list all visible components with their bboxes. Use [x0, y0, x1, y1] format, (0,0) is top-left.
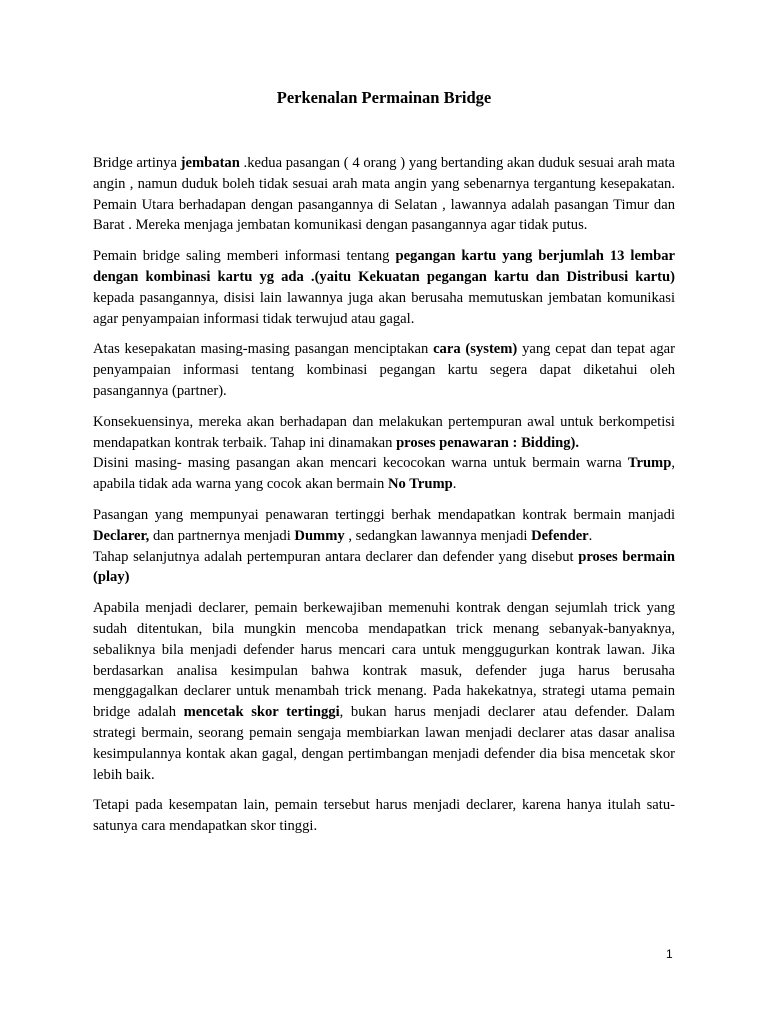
paragraph-text: Pasangan yang mempunyai penawaran tertinggi berhak mendapatkan kontrak bermain manjadi: [93, 506, 675, 523]
paragraph-text: kepada pasangannya, disisi lain lawannya juga akan berusaha memutuskan jembatan komunikasi agar penyampaian informasi tidak terwujud atau gagal.: [93, 289, 675, 327]
paragraph-text: .kedua pasangan ( 4 orang ) yang bertanding akan duduk sesuai arah mata angin , namun duduk boleh tidak sesuai arah mata angin yang sebenarnya tergantung kesepakatan. Pemain Utara berhadapan dengan pasangannya di Selatan , lawannya adalah pasangan Timur dan Barat . Mereka menjaga jembatan komunikasi dengan pasangannya agar tidak putus.: [93, 155, 675, 234]
paragraph-text: Disini masing- masing pasangan akan mencari kecocokan warna untuk bermain warna: [93, 455, 628, 472]
paragraph-text: , bukan harus menjadi declarer atau defender. Dalam strategi bermain, seorang pemain sengaja membiarkan lawan menjadi declarer atas dasar analisa kesimpulannya kontak akan gagal, dengan pertimbangan menjadi defender dia bisa mencetak skor lebih baik.: [93, 704, 675, 783]
document-body: [93, 153, 675, 847]
paragraph: [93, 339, 675, 401]
paragraph: [93, 412, 675, 495]
paragraph-text: , apabila tidak ada warna yang cocok akan bermain: [93, 455, 675, 493]
paragraph-text: Tetapi pada kesempatan lain, pemain tersebut harus menjadi declarer, karena hanya itulah satu- satunya cara mendapatkan skor tinggi.: [93, 797, 675, 835]
paragraph-text: Konsekuensinya, mereka akan berhadapan dan melakukan pertempuran awal untuk berkompetisi mendapatkan kontrak terbaik. Tahap ini dinamakan: [93, 413, 675, 451]
paragraph-text: Tahap selanjutnya adalah pertempuran antara declarer dan defender yang disebut: [93, 548, 579, 565]
bold-text: No Trump: [387, 476, 453, 493]
bold-text: Trump: [627, 455, 672, 472]
paragraph-text: yang cepat dan tepat agar penyampaian informasi tentang kombinasi pegangan kartu segera dapat diketahui oleh pasangannya (partner).: [93, 341, 675, 399]
document-title: Perkenalan Permainan Bridge: [276, 88, 492, 107]
bold-text: Dummy: [294, 527, 345, 544]
paragraph: [93, 795, 675, 837]
paragraph-text: .: [588, 527, 593, 544]
bold-text: Defender: [531, 527, 589, 544]
bold-text: proses bermain (play): [93, 548, 675, 586]
paragraph: [93, 598, 675, 785]
paragraph-text: Bridge artinya: [93, 155, 181, 171]
paragraph-text: , sedangkan lawannya menjadi: [344, 527, 532, 544]
paragraph-text: Pemain bridge saling memberi informasi tentang: [93, 248, 396, 265]
bold-text: cara (system): [433, 341, 518, 358]
paragraph-text: .: [452, 476, 457, 493]
bold-text: mencetak skor tertinggi: [183, 704, 340, 721]
bold-text: jembatan: [180, 155, 240, 171]
paragraph: [93, 246, 675, 329]
bold-text: pegangan kartu yang berjumlah 13 lembar dengan kombinasi kartu yg ada .(yaitu Kekuatan pegangan kartu dan Distribusi kartu): [93, 248, 675, 285]
paragraph: [93, 153, 675, 236]
paragraph-text: Atas kesepakatan masing-masing pasangan menciptakan: [93, 341, 434, 358]
bold-text: proses penawaran : Bidding).: [396, 434, 580, 451]
page-number: 1: [666, 947, 673, 961]
paragraph-text: dan partnernya menjadi: [149, 527, 295, 544]
paragraph: [93, 505, 675, 588]
bold-text: Declarer,: [93, 527, 150, 544]
paragraph-text: Apabila menjadi declarer, pemain berkewajiban memenuhi kontrak dengan sejumlah trick yang sudah ditentukan, bila mungkin mencoba mendapatkan trick menang sebanyak-banyaknya, sebaliknya bila menjadi defender harus mencari cara untuk menggugurkan kontrak lawan. Jika berdasarkan analisa kesimpulan bahwa kontrak masuk, defender juga harus berusaha menggagalkan declarer untuk menambah trick menang. Pada hakekatnya, strategi utama pemain bridge adalah: [93, 600, 675, 721]
